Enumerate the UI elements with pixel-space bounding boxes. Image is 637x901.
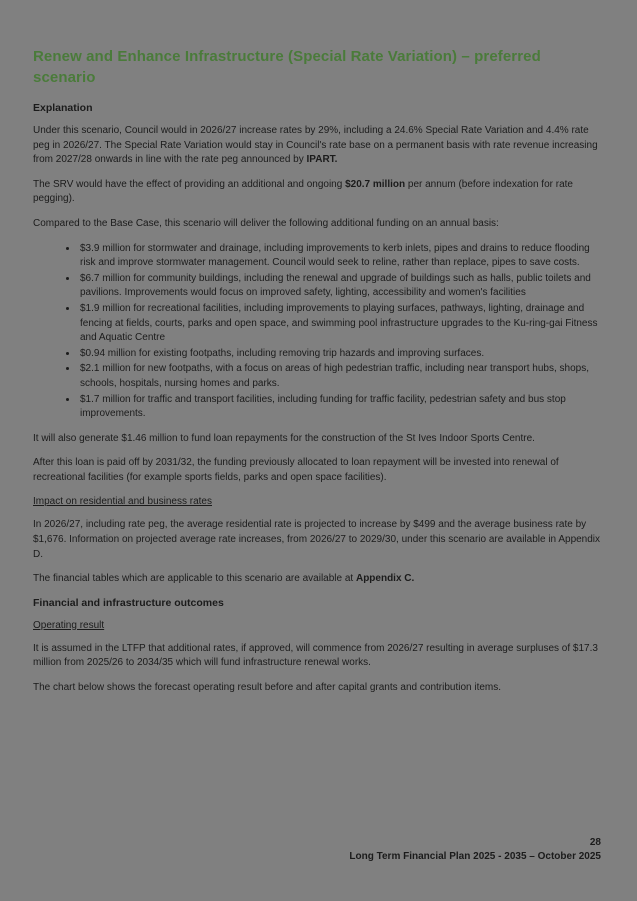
paragraph-compared: Compared to the Base Case, this scenario will deliver the following additional funding on an annual basis:	[33, 217, 499, 229]
list-item: • $0.94 million for existing footpaths, including removing trip hazards and improving surfaces.	[78, 347, 603, 362]
paragraph-scenario	[33, 124, 603, 168]
heading-financial-outcomes: Financial and infrastructure outcomes	[33, 596, 224, 609]
paragraph-ltfp: It is assumed in the LTFP that additional rates, if approved, will commence from 2026/27 resulting in average surpluses of $17.3 million from 2025/26 to 2034/35 which will fund infrastructure renewal works.	[33, 642, 598, 669]
heading-explanation: Explanation	[33, 102, 93, 114]
page-number: 28	[589, 837, 601, 848]
tables-text: The financial tables which are applicable to this scenario are available at	[33, 573, 356, 585]
heading-impact-rates: Impact on residential and business rates	[33, 496, 212, 508]
paragraph-loan-paid: After this loan is paid off by 2031/32, the funding previously allocated to loan repayment will be invested into renewal of recreational facilities (for example sports fields, parks and open space facilities).	[33, 457, 559, 483]
heading-operating-result: Operating result	[33, 619, 105, 631]
tables-appendix-bold: Appendix C.	[355, 573, 415, 585]
paragraph-rates-impact: In 2026/27, including rate peg, the average residential rate is projected to increase by $499 and the average business rate by $1,676. Information on projected average rate increases, from 2026/27 to 2029/30, under this scenario are available in Appendix D.	[33, 519, 601, 560]
srv-amount-bold: $20.7 million	[345, 178, 406, 190]
scenario-ipart-bold: IPART.	[306, 154, 338, 166]
list-item: • $2.1 million for new footpaths, with a focus on areas of high pedestrian traffic, including near transport hubs, shops, schools, hospitals, nursing homes and parks.	[78, 362, 603, 391]
srv-text-end: per annum (before indexation for rate pegging).	[33, 178, 573, 205]
scenario-text: Under this scenario, Council would in 2026/27 increase rates by 29%, including a 24.6% Special Rate Variation and 4.4% rate peg in 2026/27. The Special Rate Variation would stay in Council's rate base on a permanent basis with rate revenue increasing from 2027/28 onwards in line with the rate peg announced by	[33, 125, 598, 166]
list-item: • $1.7 million for traffic and transport facilities, including funding for traffic facility, pedestrian safety and bus stop improvements.	[78, 393, 603, 422]
paragraph-tables	[33, 572, 603, 587]
footer-document-title: Long Term Financial Plan 2025 - 2035 – October 2025	[349, 851, 601, 862]
funding-bullet-list	[33, 242, 603, 422]
paragraph-srv	[33, 178, 603, 207]
paragraph-chart-below: The chart below shows the forecast operating result before and after capital grants and contribution items.	[33, 682, 502, 694]
page-footer	[349, 836, 601, 864]
page-content	[33, 46, 603, 706]
paragraph-loan: It will also generate $1.46 million to fund loan repayments for the construction of the St Ives Indoor Sports Centre.	[33, 432, 535, 444]
srv-text-start: The SRV would have the effect of providing an additional and ongoing	[33, 178, 346, 190]
list-item: • $3.9 million for stormwater and drainage, including improvements to kerb inlets, pipes and drains to reduce flooding risk and improve stormwater management. Council would seek to reline, rather than replace, pipes to save costs.	[78, 242, 603, 271]
page-title: Renew and Enhance Infrastructure (Special Rate Variation) – preferred scenario	[33, 48, 541, 86]
list-item: • $1.9 million for recreational facilities, including improvements to playing surfaces, pathways, lighting, drainage and fencing at fields, courts, parks and open space, and swimming pool infrastructure upgrades to the Ku-ring-gai Fitness and Aquatic Centre	[78, 302, 603, 346]
list-item: • $6.7 million for community buildings, including the renewal and upgrade of buildings such as halls, public toilets and pavilions. Improvements would focus on improved safety, lighting, accessibility and women's facilities	[78, 272, 603, 301]
